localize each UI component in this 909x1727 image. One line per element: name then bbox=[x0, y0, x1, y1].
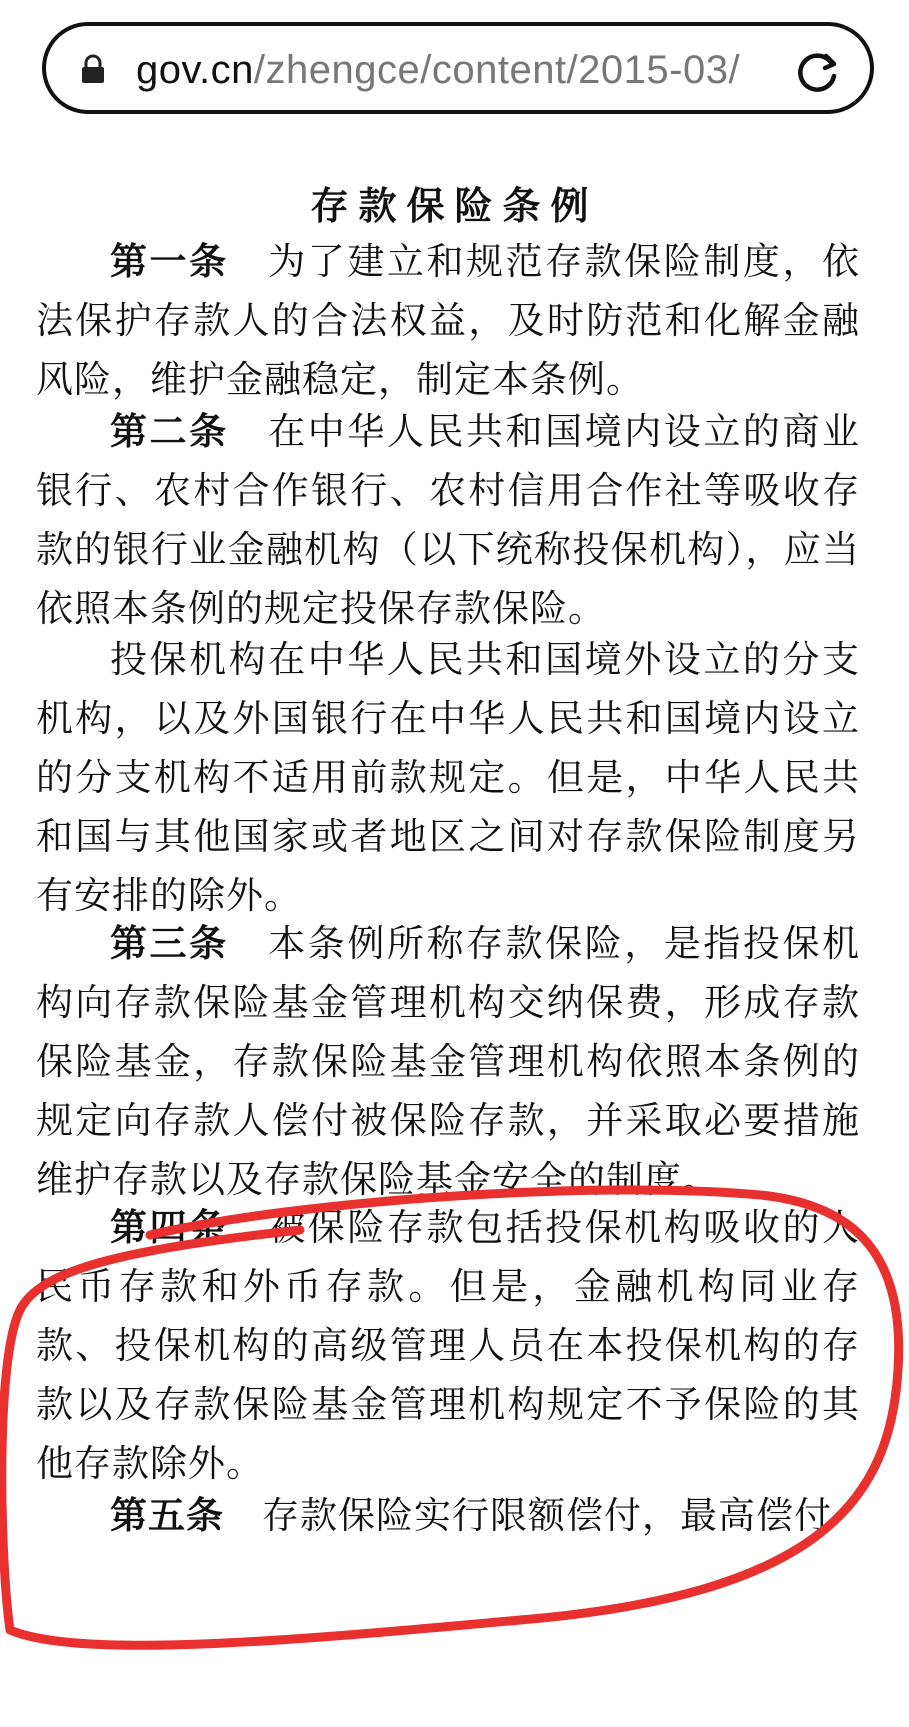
url-text[interactable] bbox=[136, 44, 776, 96]
article-label: 第三条 bbox=[110, 922, 229, 965]
reload-icon[interactable] bbox=[792, 46, 842, 96]
address-bar[interactable] bbox=[42, 22, 874, 114]
article-label: 第二条 bbox=[110, 410, 229, 453]
article-2-paragraph-2 bbox=[36, 630, 860, 925]
article-5 bbox=[36, 1486, 860, 1545]
article-text: 投保机构在中华人民共和国境外设立的分支机构，以及外国银行在中华人民共和国境内设立的分支机构不适用前款规定。但是，中华人民共和国与其他国家或者地区之间对存款保险制度另有安排的除外。 bbox=[36, 638, 860, 917]
article-3 bbox=[36, 914, 860, 1209]
article-label: 第四条 bbox=[110, 1206, 229, 1249]
document-title: 存款保险条例 bbox=[310, 184, 599, 228]
article-text: 存款保险实行限额偿付，最高偿付 bbox=[262, 1494, 832, 1537]
url-host: gov.cn bbox=[136, 48, 254, 92]
article-4 bbox=[36, 1198, 860, 1493]
article-text: 本条例所称存款保险，是指投保机构向存款保险基金管理机构交纳保费，形成存款保险基金，存款保险基金管理机构依照本条例的规定向存款人偿付被保险存款，并采取必要措施维护存款以及存款保险基金安全的制度。 bbox=[36, 922, 861, 1201]
article-text: 被保险存款包括投保机构吸收的人民币存款和外币存款。但是，金融机构同业存款、投保机构的高级管理人员在本投保机构的存款以及存款保险基金管理机构规定不予保险的其他存款除外。 bbox=[36, 1206, 861, 1485]
article-text: 为了建立和规范存款保险制度，依法保护存款人的合法权益，及时防范和化解金融风险，维护金融稳定，制定本条例。 bbox=[36, 240, 861, 401]
article-text: 在中华人民共和国境内设立的商业银行、农村合作银行、农村信用合作社等吸收存款的银行业金融机构（以下统称投保机构），应当依照本条例的规定投保存款保险。 bbox=[36, 410, 861, 630]
lock-icon bbox=[80, 54, 106, 84]
url-path: /zhengce/content/2015-03/ bbox=[253, 48, 741, 92]
article-1 bbox=[36, 232, 860, 409]
article-label: 第一条 bbox=[110, 240, 229, 283]
article-2 bbox=[36, 402, 860, 638]
article-label: 第五条 bbox=[110, 1494, 224, 1537]
